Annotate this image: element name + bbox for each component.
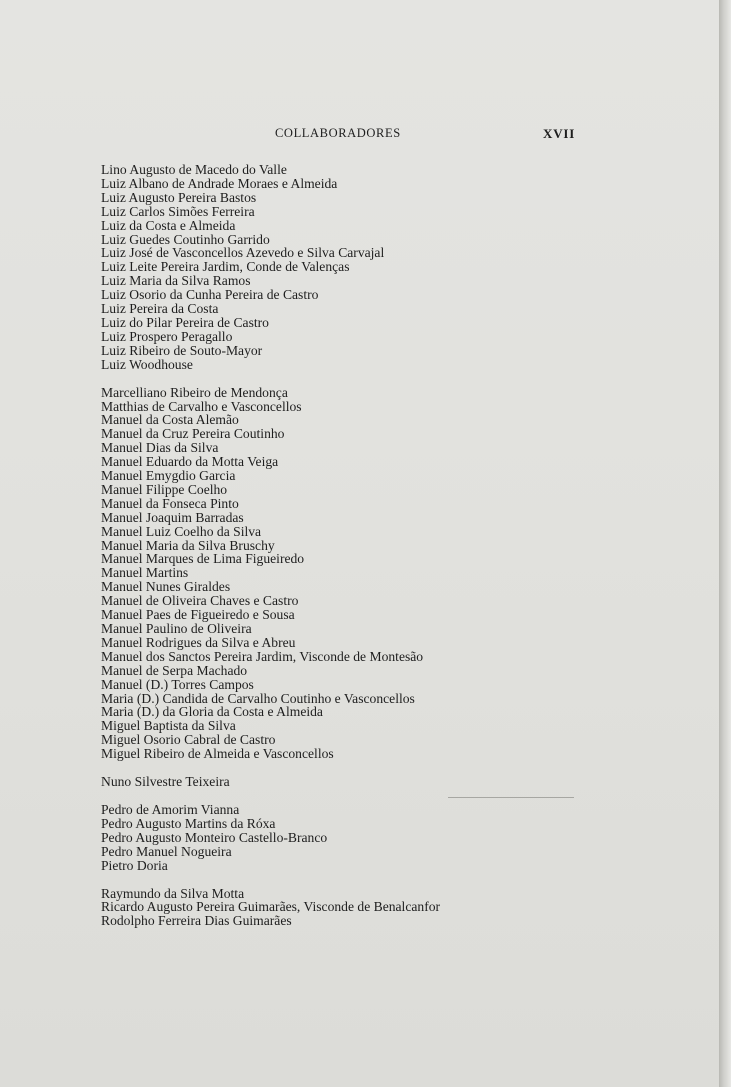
contributor-name: Luiz Ribeiro de Souto-Mayor xyxy=(101,342,263,358)
contributor-name: Luiz Maria da Silva Ramos xyxy=(101,273,251,289)
running-header xyxy=(0,126,719,146)
contributor-name: Rodolpho Ferreira Dias Guimarães xyxy=(101,913,292,929)
page-number: XVII xyxy=(543,126,576,141)
group-r xyxy=(101,887,440,929)
contributor-name: Marcelliano Ribeiro de Mendonça xyxy=(101,384,288,400)
contributor-name: Manuel dos Sanctos Pereira Jardim, Visconde de Montesão xyxy=(101,648,424,664)
contributor-name: Luiz Woodhouse xyxy=(101,356,193,372)
contributor-name: Maria (D.) da Gloria da Costa e Almeida xyxy=(101,704,323,720)
contributor-name: Manuel Rodrigues da Silva e Abreu xyxy=(101,634,296,650)
contributor-name: Ricardo Augusto Pereira Guimarães, Visconde de Benalcanfor xyxy=(101,899,441,915)
contributor-name: Manuel Paes de Figueiredo e Sousa xyxy=(101,607,295,623)
contributor-name: Pedro Augusto Monteiro Castello-Branco xyxy=(101,829,328,845)
group-m xyxy=(101,386,440,761)
contributor-name: Luiz Pereira da Costa xyxy=(101,301,219,317)
header-title: COLLABORADORES xyxy=(275,126,401,140)
contributor-name: Raymundo da Silva Motta xyxy=(101,885,245,901)
group-l xyxy=(101,163,440,372)
page-edge xyxy=(719,0,731,1087)
contributor-name: Miguel Ribeiro de Almeida e Vasconcellos xyxy=(101,746,334,762)
contributor-name: Manuel Luiz Coelho da Silva xyxy=(101,523,262,539)
contributor-name: Luiz do Pilar Pereira de Castro xyxy=(101,314,269,330)
contributor-name: Manuel Emygdio Garcia xyxy=(101,468,236,484)
contributor-name: Manuel (D.) Torres Campos xyxy=(101,676,254,692)
contributor-name: Manuel Joaquim Barradas xyxy=(101,509,244,525)
contributor-name: Miguel Baptista da Silva xyxy=(101,718,236,734)
contributor-name: Manuel Nunes Giraldes xyxy=(101,579,231,595)
stray-rule-line xyxy=(448,797,574,798)
contributor-name: Nuno Silvestre Teixeira xyxy=(101,774,230,790)
contributor-name: Manuel Dias da Silva xyxy=(101,440,219,456)
contributor-name: Luiz Leite Pereira Jardim, Conde de Valenças xyxy=(101,259,350,275)
contributor-name: Luiz Osorio da Cunha Pereira de Castro xyxy=(101,287,319,303)
contributor-name: Pedro Augusto Martins da Róxa xyxy=(101,815,276,831)
contributor-name: Manuel da Cruz Pereira Coutinho xyxy=(101,426,285,442)
contributor-name: Manuel de Oliveira Chaves e Castro xyxy=(101,593,299,609)
contributor-name: Manuel Filippe Coelho xyxy=(101,481,228,497)
contributor-name: Luiz Guedes Coutinho Garrido xyxy=(101,231,270,247)
contributor-name: Miguel Osorio Cabral de Castro xyxy=(101,732,276,748)
contributor-name: Manuel Martins xyxy=(101,565,189,581)
contributor-name: Matthias de Carvalho e Vasconcellos xyxy=(101,398,302,414)
contributor-name: Manuel Marques de Lima Figueiredo xyxy=(101,551,305,567)
group-p xyxy=(101,803,440,873)
contributor-name: Manuel Maria da Silva Bruschy xyxy=(101,537,275,553)
contributor-name: Pedro Manuel Nogueira xyxy=(101,843,232,859)
contributor-name: Luiz José de Vasconcellos Azevedo e Silva Carvajal xyxy=(101,245,385,261)
contributor-name: Luiz da Costa e Almeida xyxy=(101,217,236,233)
contributor-name: Manuel da Costa Alemão xyxy=(101,412,239,428)
contributor-list xyxy=(101,163,440,942)
contributor-name: Luiz Augusto Pereira Bastos xyxy=(101,189,257,205)
contributor-name: Pedro de Amorim Vianna xyxy=(101,801,240,817)
contributor-name: Manuel Eduardo da Motta Veiga xyxy=(101,454,279,470)
contributor-name: Maria (D.) Candida de Carvalho Coutinho e Vasconcellos xyxy=(101,690,415,706)
contributor-name: Manuel Paulino de Oliveira xyxy=(101,621,252,636)
contributor-name: Manuel da Fonseca Pinto xyxy=(101,495,239,511)
contributor-name: Luiz Albano de Andrade Moraes e Almeida xyxy=(101,175,338,191)
contributor-name: Manuel de Serpa Machado xyxy=(101,662,248,678)
contributor-name: Pietro Doria xyxy=(101,857,168,873)
contributor-name: Lino Augusto de Macedo do Valle xyxy=(101,162,287,177)
contributor-name: Luiz Prospero Peragallo xyxy=(101,328,233,344)
group-n xyxy=(101,775,440,789)
contributor-name: Luiz Carlos Simões Ferreira xyxy=(101,203,255,219)
